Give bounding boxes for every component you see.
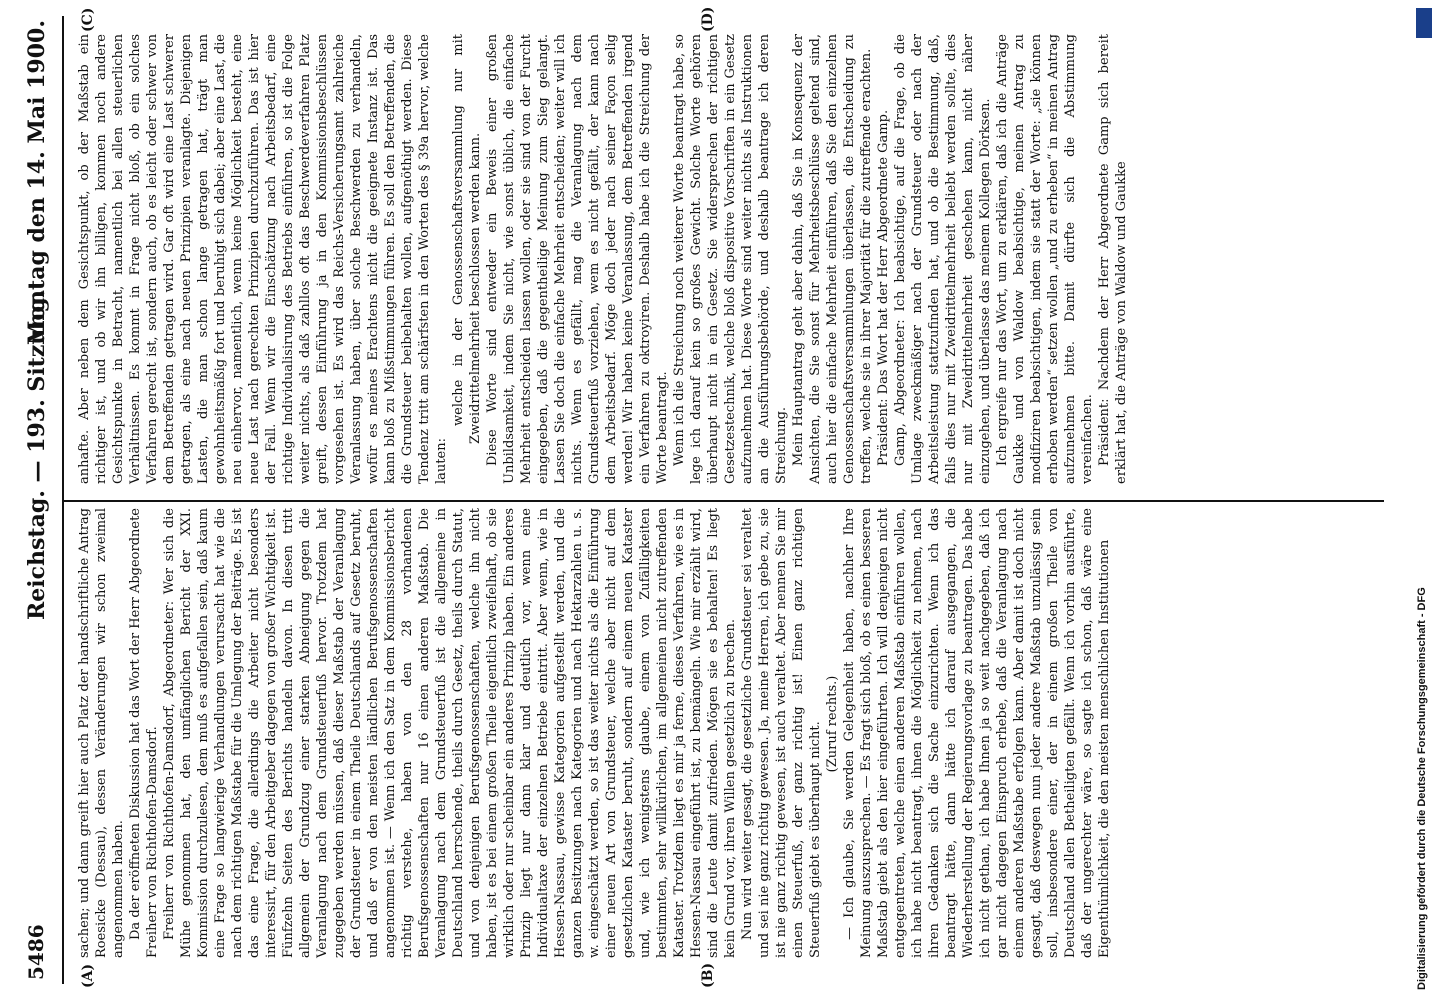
paragraph: Präsident: Das Wort hat der Herr Abgeordnete Gamp.: [876, 109, 891, 466]
paragraph: Mein Hauptantrag geht aber dahin, daß Sie in Konsequenz der Ansichten, die Sie sonst für Mehrheitsbeschlüsse geltend sind, auch hier die einfache Mehrheit einführen, daß Sie den einzelnen Genossenschaftsversammlungen überlassen, die Entscheidung zu treffen, welche sie in ihrer Majorität für die zutreffende erachten.: [791, 34, 874, 484]
paragraph: anhafte. Aber neben dem Gesichtspunkt, ob der Maßstab ein richtiger ist, und ob wir ihn billigen, kommen noch andere Gesichtspunkte in Betracht, namentlich bei allen steuerlichen Verhältnissen. Es kommt in Frage nicht bloß, ob ein solches Verfahren gerecht ist, sondern auch, ob es leicht oder schwer von dem Betreffenden getragen wird. Gar oft wird eine Last schwerer getragen, als eine nach neuen Prinzipien veranlagte. Diejenigen Lasten, die man schon lange getragen hat, trägt man gewohnheitsmäßig fort und beruhigt sich dabei; aber eine Last, die neu einhervor, namentlich, wenn keine Möglichkeit besteht, eine neue Last nach gerechten Prinzipien durchzuführen. Das ist hier der Fall. Wenn wir die Einschätzung nach Arbeitsbedarf, eine richtige Individualisirung des Betriebs einführen, so ist die Folge weiter nichts, als daß zahllos oft das Beschwerdeverfahren Platz greift, dessen Einführung ja in den Kommissionsbeschlüssen vorgesehen ist. Es wird das Reichs-Versicherungsamt zahlreiche Veranlassung haben, über solche Beschwerden zu verhandeln, wofür es meines Erachtens nicht die geeignete Instanz ist. Das kann bloß zu Mißstimmungen führen. Es soll den Betreffenden, die die Grundsteuer beibehalten wollen, aufgenöthigt werden. Diese Tendenz tritt am schärfsten in den Worten des § 39a hervor, welche lauten:: [77, 34, 449, 484]
paragraph: Nun wird weiter gesagt, die gesetzliche Grundsteuer sei veraltet und sei nie ganz richtig gewesen. Ja, meine Herren, ich gebe zu, sie ist nie ganz richtig gewesen, ist auch veraltet. Aber nennen Sie mir einen Steuerfuß, der ganz richtig ist! Einen ganz richtigen Steuerfuß giebt es überhaupt nicht.: [740, 508, 823, 958]
page-date: Montag den 14. Mai 1900.: [24, 20, 50, 345]
paragraph: Diese Worte sind entweder ein Beweis einer großen Unbildsamkeit, indem Sie nicht, wie sonst üblich, die einfache Mehrheit entscheiden lassen wollen, oder sie sind von der Furcht eingegeben, daß die gegentheilige Meinung zum Sieg gelangt. Lassen Sie doch die einfache Mehrheit entscheiden; weiter will ich nichts. Wenn es gefällt, mag die Veranlagung nach dem Grundsteuerfuß vorziehen, wem es nicht gefällt, der kann nach dem Arbeitsbedarf. Möge doch jeder nach seiner Façon selig werden! Wir haben keine Veranlassung, dem Betreffenden irgend ein Verfahren zu oktroyiren. Deshalb habe ich die Streichung der Worte beantragt.: [485, 34, 670, 484]
page-title: Reichstag. — 193. Sitzung.: [24, 289, 50, 620]
paragraph: Gamp, Abgeordneter: Ich beabsichtige, auf die Frage, ob die Umlage zweckmäßiger nach der Grundsteuer oder nach der Arbeitsleistung stattzufinden hat, und ob die Bestimmung, daß, falls dies nur mit Zweidrittelmehrheit beliebt werden sollte, dies nur mit Zweidrittelmehrheit geschehen kann, nicht näher einzugehen, und überlasse das meinem Kollegen Dörksen.: [893, 34, 993, 484]
paragraph: sachen; und dann greift hier auch Platz der handschriftliche Antrag Roesicke (Dessau), dessen Veränderungen wir schon zweimal angenommen haben.: [77, 508, 126, 958]
paragraph: Präsident: Nachdem der Herr Abgeordnete Gamp sich bereit erklärt hat, die Anträge von Waldow und Gaukke: [1097, 34, 1129, 484]
left-column: [76, 508, 1113, 958]
digitization-note: Digitalisierung gefördert durch die Deutsche Forschungsgemeinschaft - DFG: [1416, 587, 1428, 990]
margin-marker-b: (B): [700, 962, 716, 988]
right-column: [76, 34, 1130, 484]
paragraph: Da der eröffneten Diskussion hat das Wort der Herr Abgeordnete Freiherr von Richthofen-Damsdorf.: [128, 508, 160, 958]
interjection: (Zuruf rechts.): [825, 675, 840, 773]
margin-marker-d: (D): [700, 6, 716, 32]
quoted-text: welche in der Genossenschaftsversammlung nur mit Zweidrittelmehrheit beschlossen werden kann.: [451, 34, 483, 444]
column-divider: [64, 500, 1384, 502]
margin-marker-c: (C): [80, 7, 96, 32]
paragraph: — Ich glaube, Sie werden Gelegenheit haben, nachher Ihre Meinung auszusprechen. — Es fragt sich bloß, ob es einen besseren Maßstab giebt als den hier eingeführten. Ich will denjenigen nicht entgegentreten, welche einen anderen Maßstab einführen wollen, ich habe nicht beantragt, ihnen die Möglichkeit zu nehmen, nach ihren Gedanken sich die Sache einzurichten. Wenn ich das beantragt hätte, dann hätte ich darauf ausgegangen, die Wiederherstellung der Regierungsvorlage zu beantragen. Das habe ich nicht gethan, ich habe Ihnen ja so weit nachgegeben, daß ich gar nicht dagegen Einspruch erhebe, daß die Veranlagung nach einem anderen Maßstabe erfolgen kann. Aber damit ist doch nicht gesagt, daß deswegen nun jeder andere Maßstab unzulässig sein soll, insbesondere einer, der in einem großen Theile von Deutschland allen Betheiligten gefällt. Wenn ich vorhin ausführte, daß der ungerechter wäre, so sagte ich schon, daß wäre eine Eigenthümlichkeit, die den meisten menschlichen Institutionen: [842, 508, 1112, 958]
page-header: [24, 20, 58, 980]
paragraph: Freiherr von Richthofen-Damsdorf, Abgeordneter: Wer sich die Mühe genommen hat, den umfänglichen Bericht der XXI. Kommission durchzulesen, dem muß es aufgefallen sein, daß kaum eine Frage so langwierige Verhandlungen verursacht hat wie die nach dem richtigen Maßstabe für die Umlegung der Beiträge. Es ist das eine Frage, die allerdings die Arbeiter nicht besonders interessirt, für den Arbeitgeber dagegen von großer Wichtigkeit ist. Fünfzehn Seiten des Berichts handeln davon. In diesen tritt allgemein der Grundzug einer starken Abneigung gegen die Veranlagung nach dem Grundsteuerfuß hervor. Trotzdem hat zugegeben werden müssen, daß dieser Maßstab der Veranlagung der Grundsteuer in einem Theile Deutschlands auf Gesetz beruht, und daß er von den meisten ländlichen Berufsgenossenschaften angenommen ist. — Wenn ich den Satz in dem Kommissionsbericht richtig verstehe, haben von den 28 vorhandenen Berufsgenossenschaften nur 16 einen anderen Maßstab. Die Veranlagung nach dem Grundsteuerfuß ist die allgemeine in Deutschland herrschende, theils durch Gesetz, theils durch Statut, und von denjenigen Berufsgenossenschaften, welche ihn nicht haben, ist es bei einem großen Theile eigentlich zweifelhaft, ob sie wirklich oder nur scheinbar ein anderes Prinzip haben. Ein anderes Prinzip liegt nur dann klar und deutlich vor, wenn eine Individualtaxe der einzelnen Betriebe eintritt. Aber wenn, wie in Hessen-Nassau, gewisse Kategorien aufgestellt werden, und die ganzen Besitzungen nach Kategorien und nach Hektarzahlen u. s. w. eingeschätzt werden, so ist das weiter nichts als die Einführung einer neuen Art von Grundsteuer, welche aber nicht auf dem gesetzlichen Kataster beruht, sondern auf einem neuen Kataster und, wie ich wenigstens glaube, einem von Zufälligkeiten bestimmten, sehr willkürlichen, im allgemeinen nicht zutreffenden Kataster. Trotzdem liegt es mir ja ferne, dieses Verfahren, wie es in Hessen-Nassau eingeführt ist, zu bemängeln. Wie mir erzählt wird, sind die Leute damit zufrieden. Mögen sie es behalten! Es liegt kein Grund vor, ihren Willen gesetzlich zu brechen.: [162, 508, 738, 958]
paragraph: Ich ergreife nur das Wort, um zu erklären, daß ich die Anträge Gaukke und von Waldow beabsichtige, meinen Antrag zu modifiziren beabsichtigen, indem sie statt der Worte: „sie können erhoben werden“ setzen wollen „und zu erheben“ in meinen Antrag aufzunehmen bitte. Damit dürfte sich die Abstimmung vereinfachen.: [995, 34, 1095, 484]
page-number: 5486: [24, 924, 48, 980]
paragraph: Wenn ich die Streichung noch weiterer Worte beantragt habe, so lege ich darauf kein so großes Gewicht. Solche Worte gehören überhaupt nicht in ein Gesetz. Sie widersprechen der richtigen Gesetzestechnik, welche bloß dispositive Vorschriften in ein Gesetz aufzunehmen hat. Diese Worte sind weiter nichts als Instruktionen an die Ausführungsbehörde, und deshalb beantrage ich deren Streichung.: [672, 34, 789, 484]
margin-marker-a: (A): [80, 963, 96, 988]
